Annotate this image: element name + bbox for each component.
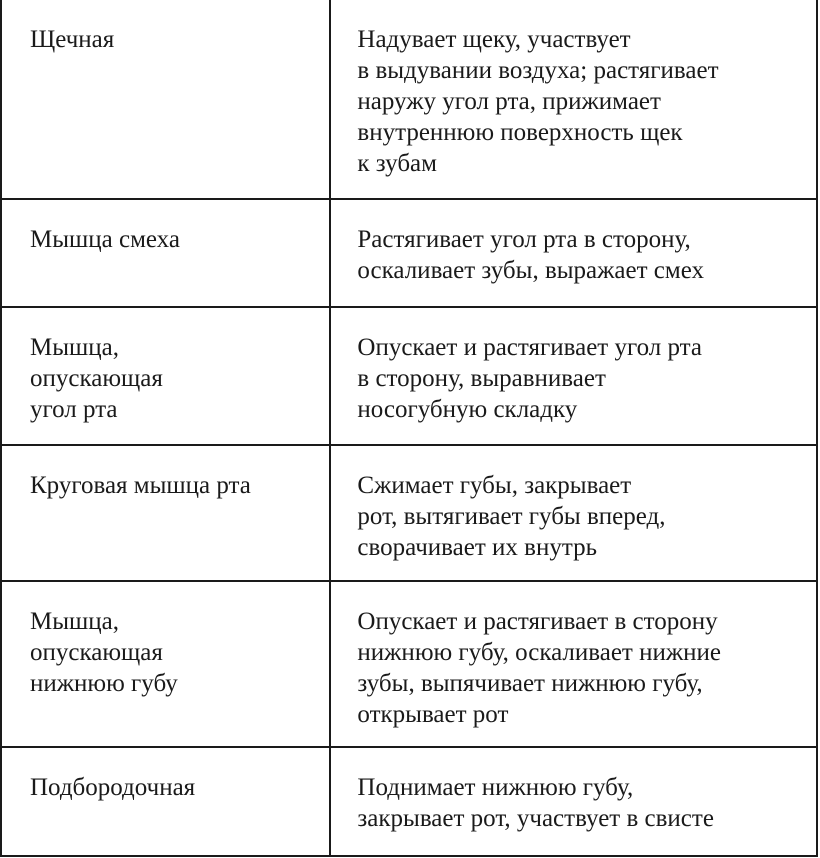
muscle-function-cell — [330, 199, 817, 307]
muscle-name: Круговая мышца рта — [30, 472, 251, 499]
muscle-function-cell — [330, 307, 817, 445]
muscle-function: Сжимает губы, закрывает рот, вытягивает губы вперед, сворачивает их внутрь — [357, 472, 666, 561]
muscle-name: Мышца смеха — [30, 226, 180, 253]
table-row — [1, 747, 817, 856]
muscle-function-cell — [330, 581, 817, 747]
muscle-function: Надувает щеку, участвует в выдувании воздуха; растягивает наружу угол рта, прижимает внутреннюю поверхность щек к зубам — [357, 26, 719, 177]
muscle-function-cell — [330, 0, 817, 199]
table-row — [1, 581, 817, 747]
muscle-name: Подбородочная — [30, 774, 196, 801]
muscle-function: Растягивает угол рта в сторону, оскаливает зубы, выражает смех — [357, 226, 704, 284]
muscle-name-cell — [1, 199, 330, 307]
muscle-name-cell — [1, 0, 330, 199]
table-row — [1, 0, 817, 199]
muscle-name: Мышца, опускающая угол рта — [30, 334, 163, 423]
muscle-name-cell — [1, 445, 330, 581]
muscle-function-cell — [330, 747, 817, 856]
muscle-function: Опускает и растягивает угол рта в сторону, выравнивает носогубную складку — [357, 334, 702, 423]
muscle-name-cell — [1, 581, 330, 747]
table-row — [1, 199, 817, 307]
muscle-function: Поднимает нижнюю губу, закрывает рот, участвует в свисте — [357, 774, 714, 832]
muscle-function: Опускает и растягивает в сторону нижнюю губу, оскаливает нижние зубы, выпячивает нижнюю губу, открывает рот — [357, 608, 721, 728]
muscle-name-cell — [1, 747, 330, 856]
table-row — [1, 307, 817, 445]
muscle-name-cell — [1, 307, 330, 445]
muscle-function-cell — [330, 445, 817, 581]
table-row — [1, 445, 817, 581]
muscle-name: Щечная — [30, 26, 115, 53]
muscle-name: Мышца, опускающая нижнюю губу — [30, 608, 178, 697]
